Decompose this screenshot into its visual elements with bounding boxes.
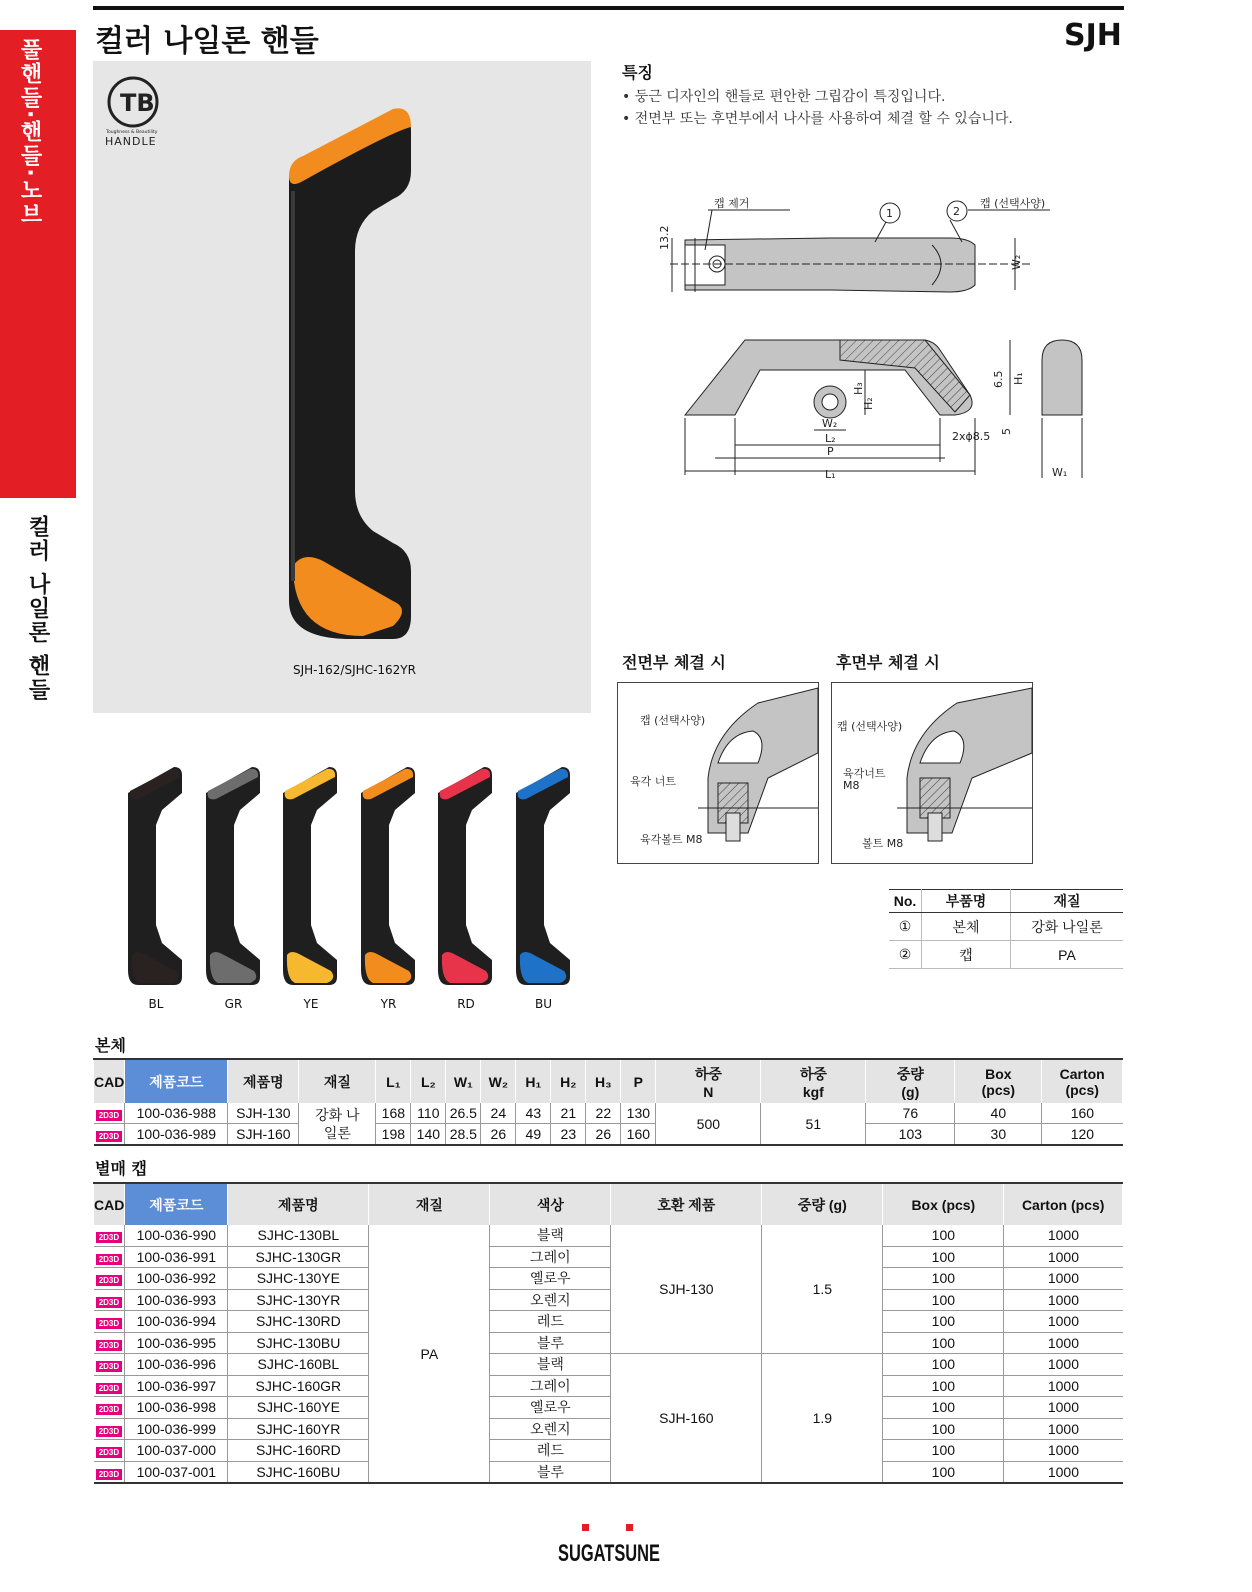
product-code: 100-036-990 <box>125 1225 228 1246</box>
cad-download-button[interactable]: 2D3D <box>94 1397 125 1419</box>
feature-item: • 전면부 또는 후면부에서 나사를 사용하여 체결 할 수 있습니다. <box>622 111 1013 127</box>
color-cell: 오렌지 <box>490 1418 611 1440</box>
cad-download-button[interactable]: 2D3D <box>94 1103 125 1124</box>
color-swatches <box>110 765 590 1015</box>
svg-text:H₂: H₂ <box>862 397 875 410</box>
weight-cell: 103 <box>866 1124 955 1146</box>
color-cell: 블랙 <box>490 1225 611 1246</box>
parts-header: 부품명 <box>922 890 1011 913</box>
col-header-load-n: 하중 N <box>656 1059 761 1103</box>
svg-text:H₃: H₃ <box>852 382 865 395</box>
cad-download-button[interactable]: 2D3D <box>94 1246 125 1268</box>
dim-cell: 22 <box>586 1103 621 1124</box>
dim-cell: 198 <box>376 1124 411 1146</box>
product-name: SJHC-130GR <box>228 1246 369 1268</box>
dim-cell: 26 <box>586 1124 621 1146</box>
features-heading: 특징 <box>622 63 653 82</box>
front-mount-heading: 전면부 체결 시 <box>622 653 726 672</box>
carton-cell: 1000 <box>1004 1397 1123 1419</box>
box-cell: 30 <box>955 1124 1042 1146</box>
svg-text:2: 2 <box>953 205 960 218</box>
carton-cell: 1000 <box>1004 1440 1123 1462</box>
parts-cell: 캡 <box>922 941 1011 969</box>
color-cell: 블루 <box>490 1461 611 1483</box>
col-header: W₂ <box>481 1059 516 1103</box>
header-rule <box>93 6 1124 10</box>
col-header: 색상 <box>490 1183 611 1225</box>
dim-cell: 168 <box>376 1103 411 1124</box>
box-cell: 100 <box>883 1397 1004 1419</box>
product-code: 100-036-988 <box>125 1103 228 1124</box>
dim-cell: 140 <box>411 1124 446 1146</box>
color-cell: 오렌지 <box>490 1289 611 1311</box>
product-name: SJHC-130RD <box>228 1311 369 1333</box>
parts-table <box>889 889 1123 969</box>
product-name: SJH-160 <box>228 1124 299 1146</box>
col-header: 재질 <box>369 1183 490 1225</box>
color-code-label: BL <box>148 997 164 1011</box>
tb-handle-logo <box>104 76 174 148</box>
color-cell: 블루 <box>490 1332 611 1354</box>
dim-cell: 28.5 <box>446 1124 481 1146</box>
material-cell: PA <box>369 1225 490 1483</box>
color-code-label: RD <box>457 997 475 1011</box>
cad-download-button[interactable]: 2D3D <box>94 1354 125 1376</box>
color-code-label: YE <box>303 997 319 1011</box>
svg-text:1: 1 <box>886 207 893 220</box>
col-header: H₂ <box>551 1059 586 1103</box>
dim-cell: 49 <box>516 1124 551 1146</box>
col-header: P <box>621 1059 656 1103</box>
front-label-nut: 육각 너트 <box>630 775 677 788</box>
parts-cell: ② <box>889 941 922 969</box>
col-header: 제품코드 <box>125 1183 228 1225</box>
back-label-m8: M8 <box>843 779 860 792</box>
parts-cell: ① <box>889 913 922 941</box>
table-row[interactable] <box>94 1461 1123 1483</box>
color-swatch-handle <box>359 765 419 990</box>
box-cell: 100 <box>883 1311 1004 1333</box>
cad-download-button[interactable]: 2D3D <box>94 1375 125 1397</box>
carton-cell: 1000 <box>1004 1375 1123 1397</box>
product-name: SJHC-160YE <box>228 1397 369 1419</box>
box-cell: 100 <box>883 1332 1004 1354</box>
col-header: H₁ <box>516 1059 551 1103</box>
box-cell: 100 <box>883 1354 1004 1376</box>
cad-download-button[interactable]: 2D3D <box>94 1124 125 1146</box>
product-name: SJH-130 <box>228 1103 299 1124</box>
side-category-label: 풀핸들·핸들·노브 <box>17 38 42 227</box>
color-cell: 레드 <box>490 1440 611 1462</box>
cad-download-button[interactable]: 2D3D <box>94 1418 125 1440</box>
col-header: 호환 제품 <box>611 1183 762 1225</box>
col-header: H₃ <box>586 1059 621 1103</box>
weight-cell: 1.9 <box>762 1354 883 1484</box>
back-label-bolt: 볼트 M8 <box>862 837 904 850</box>
compat-cell: SJH-160 <box>611 1354 762 1484</box>
table-row[interactable] <box>94 1103 1123 1124</box>
carton-cell: 1000 <box>1004 1418 1123 1440</box>
dim-cell: 21 <box>551 1103 586 1124</box>
body-table-heading: 본체 <box>95 1036 126 1055</box>
col-header: Carton (pcs) <box>1004 1183 1123 1225</box>
product-code: 100-036-989 <box>125 1124 228 1146</box>
cad-download-button[interactable]: 2D3D <box>94 1461 125 1483</box>
color-cell: 블랙 <box>490 1354 611 1376</box>
product-name: SJHC-130YR <box>228 1289 369 1311</box>
svg-text:6.5: 6.5 <box>992 370 1005 388</box>
cad-download-button[interactable]: 2D3D <box>94 1311 125 1333</box>
brand-logo <box>558 1524 668 1568</box>
carton-cell: 1000 <box>1004 1246 1123 1268</box>
product-code: 100-036-997 <box>125 1375 228 1397</box>
color-cell: 옐로우 <box>490 1397 611 1419</box>
col-header: L₁ <box>376 1059 411 1103</box>
col-header: W₁ <box>446 1059 481 1103</box>
col-header: L₂ <box>411 1059 446 1103</box>
col-header: CAD <box>94 1059 125 1103</box>
dim-cell: 26 <box>481 1124 516 1146</box>
cad-download-button[interactable]: 2D3D <box>94 1268 125 1290</box>
front-label-bolt: 육각볼트 M8 <box>640 833 703 846</box>
product-code: 100-036-992 <box>125 1268 228 1290</box>
table-row[interactable] <box>94 1375 1123 1397</box>
col-header: CAD <box>94 1183 125 1225</box>
box-cell: 40 <box>955 1103 1042 1124</box>
load-kgf-cell: 51 <box>761 1103 866 1145</box>
col-header: 재질 <box>299 1059 376 1103</box>
cap-table-heading: 별매 캡 <box>95 1159 147 1178</box>
color-swatch-handle <box>204 765 264 990</box>
box-cell: 100 <box>883 1418 1004 1440</box>
dim-cell: 43 <box>516 1103 551 1124</box>
carton-cell: 1000 <box>1004 1354 1123 1376</box>
product-name: SJHC-160GR <box>228 1375 369 1397</box>
product-code: 100-036-993 <box>125 1289 228 1311</box>
product-name: SJHC-160YR <box>228 1418 369 1440</box>
dim-cell: 23 <box>551 1124 586 1146</box>
table-row[interactable] <box>94 1246 1123 1268</box>
col-header: 제품코드 <box>125 1059 228 1103</box>
product-code: 100-037-001 <box>125 1461 228 1483</box>
cad-download-button[interactable]: 2D3D <box>94 1289 125 1311</box>
product-code: 100-036-991 <box>125 1246 228 1268</box>
product-name: SJHC-160BU <box>228 1461 369 1483</box>
cad-download-button[interactable]: 2D3D <box>94 1332 125 1354</box>
svg-text:P: P <box>827 445 834 458</box>
carton-cell: 1000 <box>1004 1461 1123 1483</box>
product-name: SJHC-130BL <box>228 1225 369 1246</box>
cad-download-button[interactable]: 2D3D <box>94 1225 125 1246</box>
feature-item: • 둥근 디자인의 핸들로 편안한 그립감이 특징입니다. <box>622 89 946 105</box>
product-code: 100-036-999 <box>125 1418 228 1440</box>
color-code-label: BU <box>534 997 552 1011</box>
table-row <box>889 913 1123 941</box>
dim-w1-label: W₁ <box>1052 466 1068 479</box>
product-code: 100-037-000 <box>125 1440 228 1462</box>
back-label-nut: 육각너트 <box>843 767 886 780</box>
back-mount-heading: 후면부 체결 시 <box>836 653 940 672</box>
table-row[interactable] <box>94 1332 1123 1354</box>
product-name: SJHC-130YE <box>228 1268 369 1290</box>
parts-cell: PA <box>1011 941 1124 969</box>
color-swatch-handle <box>126 765 186 990</box>
parts-cell: 강화 나일론 <box>1011 913 1124 941</box>
cad-download-button[interactable]: 2D3D <box>94 1440 125 1462</box>
dim-cell: 26.5 <box>446 1103 481 1124</box>
svg-text:W₂: W₂ <box>1010 254 1023 270</box>
box-cell: 100 <box>883 1461 1004 1483</box>
handle-illustration <box>93 61 591 713</box>
box-cell: 100 <box>883 1289 1004 1311</box>
svg-text:H₁: H₁ <box>1012 372 1025 385</box>
table-row[interactable] <box>94 1225 1123 1246</box>
svg-text:HANDLE: HANDLE <box>105 135 157 148</box>
color-cell: 그레이 <box>490 1246 611 1268</box>
svg-text:캡 제거: 캡 제거 <box>714 197 750 210</box>
color-code-label: YR <box>380 997 397 1011</box>
table-row[interactable] <box>94 1289 1123 1311</box>
table-row <box>889 941 1123 969</box>
col-header: 제품명 <box>228 1183 369 1225</box>
color-cell: 그레이 <box>490 1375 611 1397</box>
series-code: SJH <box>1064 18 1122 53</box>
photo-caption: SJH-162/SJHC-162YR <box>293 663 416 677</box>
cap-spec-table <box>93 1182 1123 1484</box>
table-row[interactable] <box>94 1418 1123 1440</box>
parts-cell: 본체 <box>922 913 1011 941</box>
col-header-carton: Carton (pcs) <box>1042 1059 1123 1103</box>
load-n-cell: 500 <box>656 1103 761 1145</box>
compat-cell: SJH-130 <box>611 1225 762 1354</box>
svg-text:L₂: L₂ <box>825 432 836 445</box>
color-swatch-handle <box>436 765 496 990</box>
table-row[interactable] <box>94 1268 1123 1290</box>
svg-text:5: 5 <box>1000 428 1013 435</box>
carton-cell: 1000 <box>1004 1332 1123 1354</box>
table-row[interactable] <box>94 1354 1123 1376</box>
color-code-label: GR <box>224 997 243 1011</box>
weight-cell: 76 <box>866 1103 955 1124</box>
product-code: 100-036-998 <box>125 1397 228 1419</box>
col-header: Box (pcs) <box>883 1183 1004 1225</box>
carton-cell: 1000 <box>1004 1311 1123 1333</box>
dim-cell: 110 <box>411 1103 446 1124</box>
svg-text:캡 (선택사양): 캡 (선택사양) <box>980 197 1046 210</box>
carton-cell: 120 <box>1042 1124 1123 1146</box>
color-cell: 옐로우 <box>490 1268 611 1290</box>
svg-text:L₁: L₁ <box>825 468 836 481</box>
svg-text:Toughness & Beautility: Toughness & Beautility <box>106 130 158 135</box>
dim-cell: 24 <box>481 1103 516 1124</box>
svg-text:13.2: 13.2 <box>658 225 671 250</box>
carton-cell: 1000 <box>1004 1289 1123 1311</box>
table-row[interactable] <box>94 1124 1123 1146</box>
product-name: SJHC-160BL <box>228 1354 369 1376</box>
box-cell: 100 <box>883 1225 1004 1246</box>
material-cell: 강화 나일론 <box>299 1103 376 1145</box>
product-code: 100-036-994 <box>125 1311 228 1333</box>
body-spec-table <box>93 1058 1123 1146</box>
box-cell: 100 <box>883 1375 1004 1397</box>
parts-header: 재질 <box>1011 890 1124 913</box>
svg-text:TB: TB <box>120 89 155 117</box>
page-title: 컬러 나일론 핸들 <box>95 24 319 59</box>
parts-header: No. <box>889 890 922 913</box>
svg-text:2xϕ8.5: 2xϕ8.5 <box>952 430 991 443</box>
product-name: SJHC-130BU <box>228 1332 369 1354</box>
product-code: 100-036-995 <box>125 1332 228 1354</box>
col-header-load-kgf: 하중 kgf <box>761 1059 866 1103</box>
box-cell: 100 <box>883 1268 1004 1290</box>
color-swatch-handle <box>281 765 341 990</box>
carton-cell: 160 <box>1042 1103 1123 1124</box>
col-header-box: Box (pcs) <box>955 1059 1042 1103</box>
product-name: SJHC-160RD <box>228 1440 369 1462</box>
table-row[interactable] <box>94 1440 1123 1462</box>
carton-cell: 1000 <box>1004 1225 1123 1246</box>
table-row[interactable] <box>94 1397 1123 1419</box>
svg-text:SUGATSUNE: SUGATSUNE <box>558 1540 660 1567</box>
svg-text:W₂: W₂ <box>822 417 838 430</box>
front-label-cap: 캡 (선택사양) <box>640 714 706 727</box>
technical-drawing <box>650 190 1070 490</box>
col-header: 제품명 <box>228 1059 299 1103</box>
box-cell: 100 <box>883 1246 1004 1268</box>
dim-cell: 130 <box>621 1103 656 1124</box>
carton-cell: 1000 <box>1004 1268 1123 1290</box>
side-section-label: 컬러 나일론 핸들 <box>25 515 50 703</box>
col-header-weight: 중량 (g) <box>866 1059 955 1103</box>
col-header: 중량 (g) <box>762 1183 883 1225</box>
back-label-cap: 캡 (선택사양) <box>837 720 903 733</box>
color-cell: 레드 <box>490 1311 611 1333</box>
color-swatch-handle <box>514 765 574 990</box>
dim-cell: 160 <box>621 1124 656 1146</box>
product-code: 100-036-996 <box>125 1354 228 1376</box>
table-row[interactable] <box>94 1311 1123 1333</box>
product-photo-panel <box>93 61 591 713</box>
weight-cell: 1.5 <box>762 1225 883 1354</box>
box-cell: 100 <box>883 1440 1004 1462</box>
